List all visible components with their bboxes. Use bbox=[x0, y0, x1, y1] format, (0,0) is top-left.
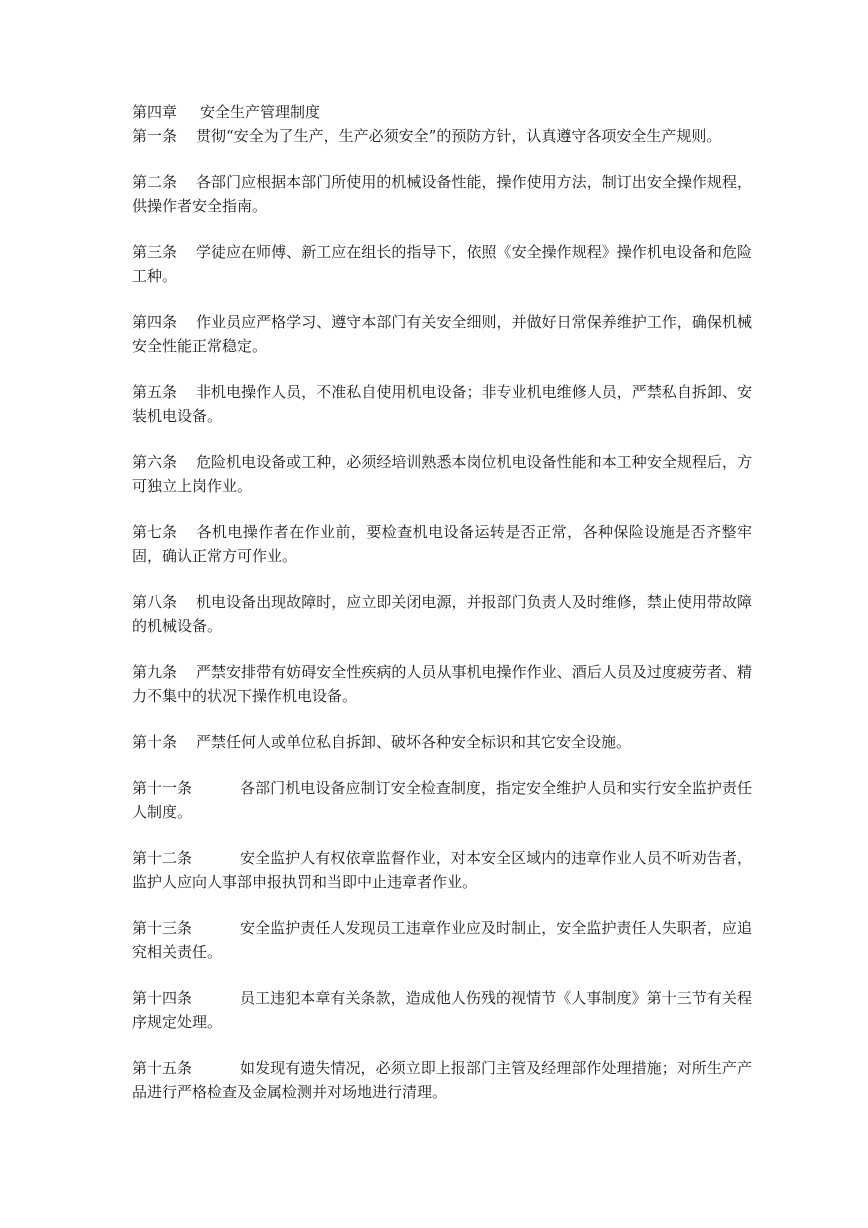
article-text: 贯彻“安全为了生产，生产必须安全”的预防方针，认真遵守各项安全生产规则。 bbox=[196, 127, 722, 145]
article-text: 各部门机电设备应制订安全检查制度，指定安全维护人员和实行安全监护责任人制度。 bbox=[132, 779, 752, 821]
article-text: 危险机电设备或工种，必须经培训熟悉本岗位机电设备性能和本工种安全规程后，方可独立上岗作业。 bbox=[132, 453, 752, 495]
article-text: 严禁安排带有妨碍安全性疾病的人员从事机电操作作业、酒后人员及过度疲劳者、精力不集中的状况下操作机电设备。 bbox=[132, 663, 752, 705]
article-text: 安全监护责任人发现员工违章作业应及时制止，安全监护责任人失职者，应追究相关责任。 bbox=[132, 919, 752, 961]
article-label: 第十二条 bbox=[132, 849, 193, 867]
article-label: 第二条 bbox=[132, 173, 178, 191]
article-13 bbox=[132, 916, 752, 964]
article-text: 作业员应严格学习、遵守本部门有关安全细则，并做好日常保养维护工作，确保机械安全性能正常稳定。 bbox=[132, 313, 752, 355]
article-label: 第十三条 bbox=[132, 919, 193, 937]
article-12 bbox=[132, 846, 752, 894]
article-label: 第六条 bbox=[132, 453, 178, 471]
article-label: 第三条 bbox=[132, 243, 178, 261]
article-10 bbox=[132, 730, 752, 754]
article-11 bbox=[132, 776, 752, 824]
article-label: 第五条 bbox=[132, 383, 178, 401]
article-7 bbox=[132, 520, 752, 568]
article-text: 各部门应根据本部门所使用的机械设备性能，操作使用方法，制订出安全操作规程，供操作者安全指南。 bbox=[132, 173, 752, 215]
article-label: 第十一条 bbox=[132, 779, 193, 797]
article-3 bbox=[132, 240, 752, 288]
article-14 bbox=[132, 986, 752, 1034]
chapter-number: 第四章 bbox=[132, 103, 178, 121]
article-text: 如发现有遗失情况，必须立即上报部门主管及经理部作处理措施；对所生产产品进行严格检查及金属检测并对场地进行清理。 bbox=[132, 1059, 752, 1101]
article-9 bbox=[132, 660, 752, 708]
article-text: 机电设备出现故障时，应立即关闭电源，并报部门负责人及时维修，禁止使用带故障的机械设备。 bbox=[132, 593, 752, 635]
article-label: 第七条 bbox=[132, 523, 178, 541]
chapter-title: 安全生产管理制度 bbox=[200, 103, 321, 121]
article-label: 第十五条 bbox=[132, 1059, 193, 1077]
article-text: 员工违犯本章有关条款，造成他人伤残的视情节《人事制度》第十三节有关程序规定处理。 bbox=[132, 989, 752, 1031]
article-1 bbox=[132, 124, 752, 148]
article-label: 第十条 bbox=[132, 733, 178, 751]
article-6 bbox=[132, 450, 752, 498]
article-text: 学徒应在师傅、新工应在组长的指导下，依照《安全操作规程》操作机电设备和危险工种。 bbox=[132, 243, 752, 285]
article-text: 安全监护人有权依章监督作业，对本安全区域内的违章作业人员不听劝告者，监护人应向人事部申报执罚和当即中止违章者作业。 bbox=[132, 849, 752, 891]
article-text: 各机电操作者在作业前，要检查机电设备运转是否正常，各种保险设施是否齐整牢固，确认正常方可作业。 bbox=[132, 523, 752, 565]
article-label: 第十四条 bbox=[132, 989, 193, 1007]
article-text: 严禁任何人或单位私自拆卸、破坏各种安全标识和其它安全设施。 bbox=[196, 733, 632, 751]
article-8 bbox=[132, 590, 752, 638]
article-5 bbox=[132, 380, 752, 428]
article-2 bbox=[132, 170, 752, 218]
article-label: 第九条 bbox=[132, 663, 178, 681]
chapter-heading bbox=[132, 100, 752, 124]
article-label: 第四条 bbox=[132, 313, 178, 331]
article-text: 非机电操作人员，不准私自使用机电设备；非专业机电维修人员，严禁私自拆卸、安装机电设备。 bbox=[132, 383, 752, 425]
article-label: 第一条 bbox=[132, 127, 178, 145]
document-page bbox=[132, 100, 752, 1126]
article-4 bbox=[132, 310, 752, 358]
article-label: 第八条 bbox=[132, 593, 178, 611]
article-15 bbox=[132, 1056, 752, 1104]
